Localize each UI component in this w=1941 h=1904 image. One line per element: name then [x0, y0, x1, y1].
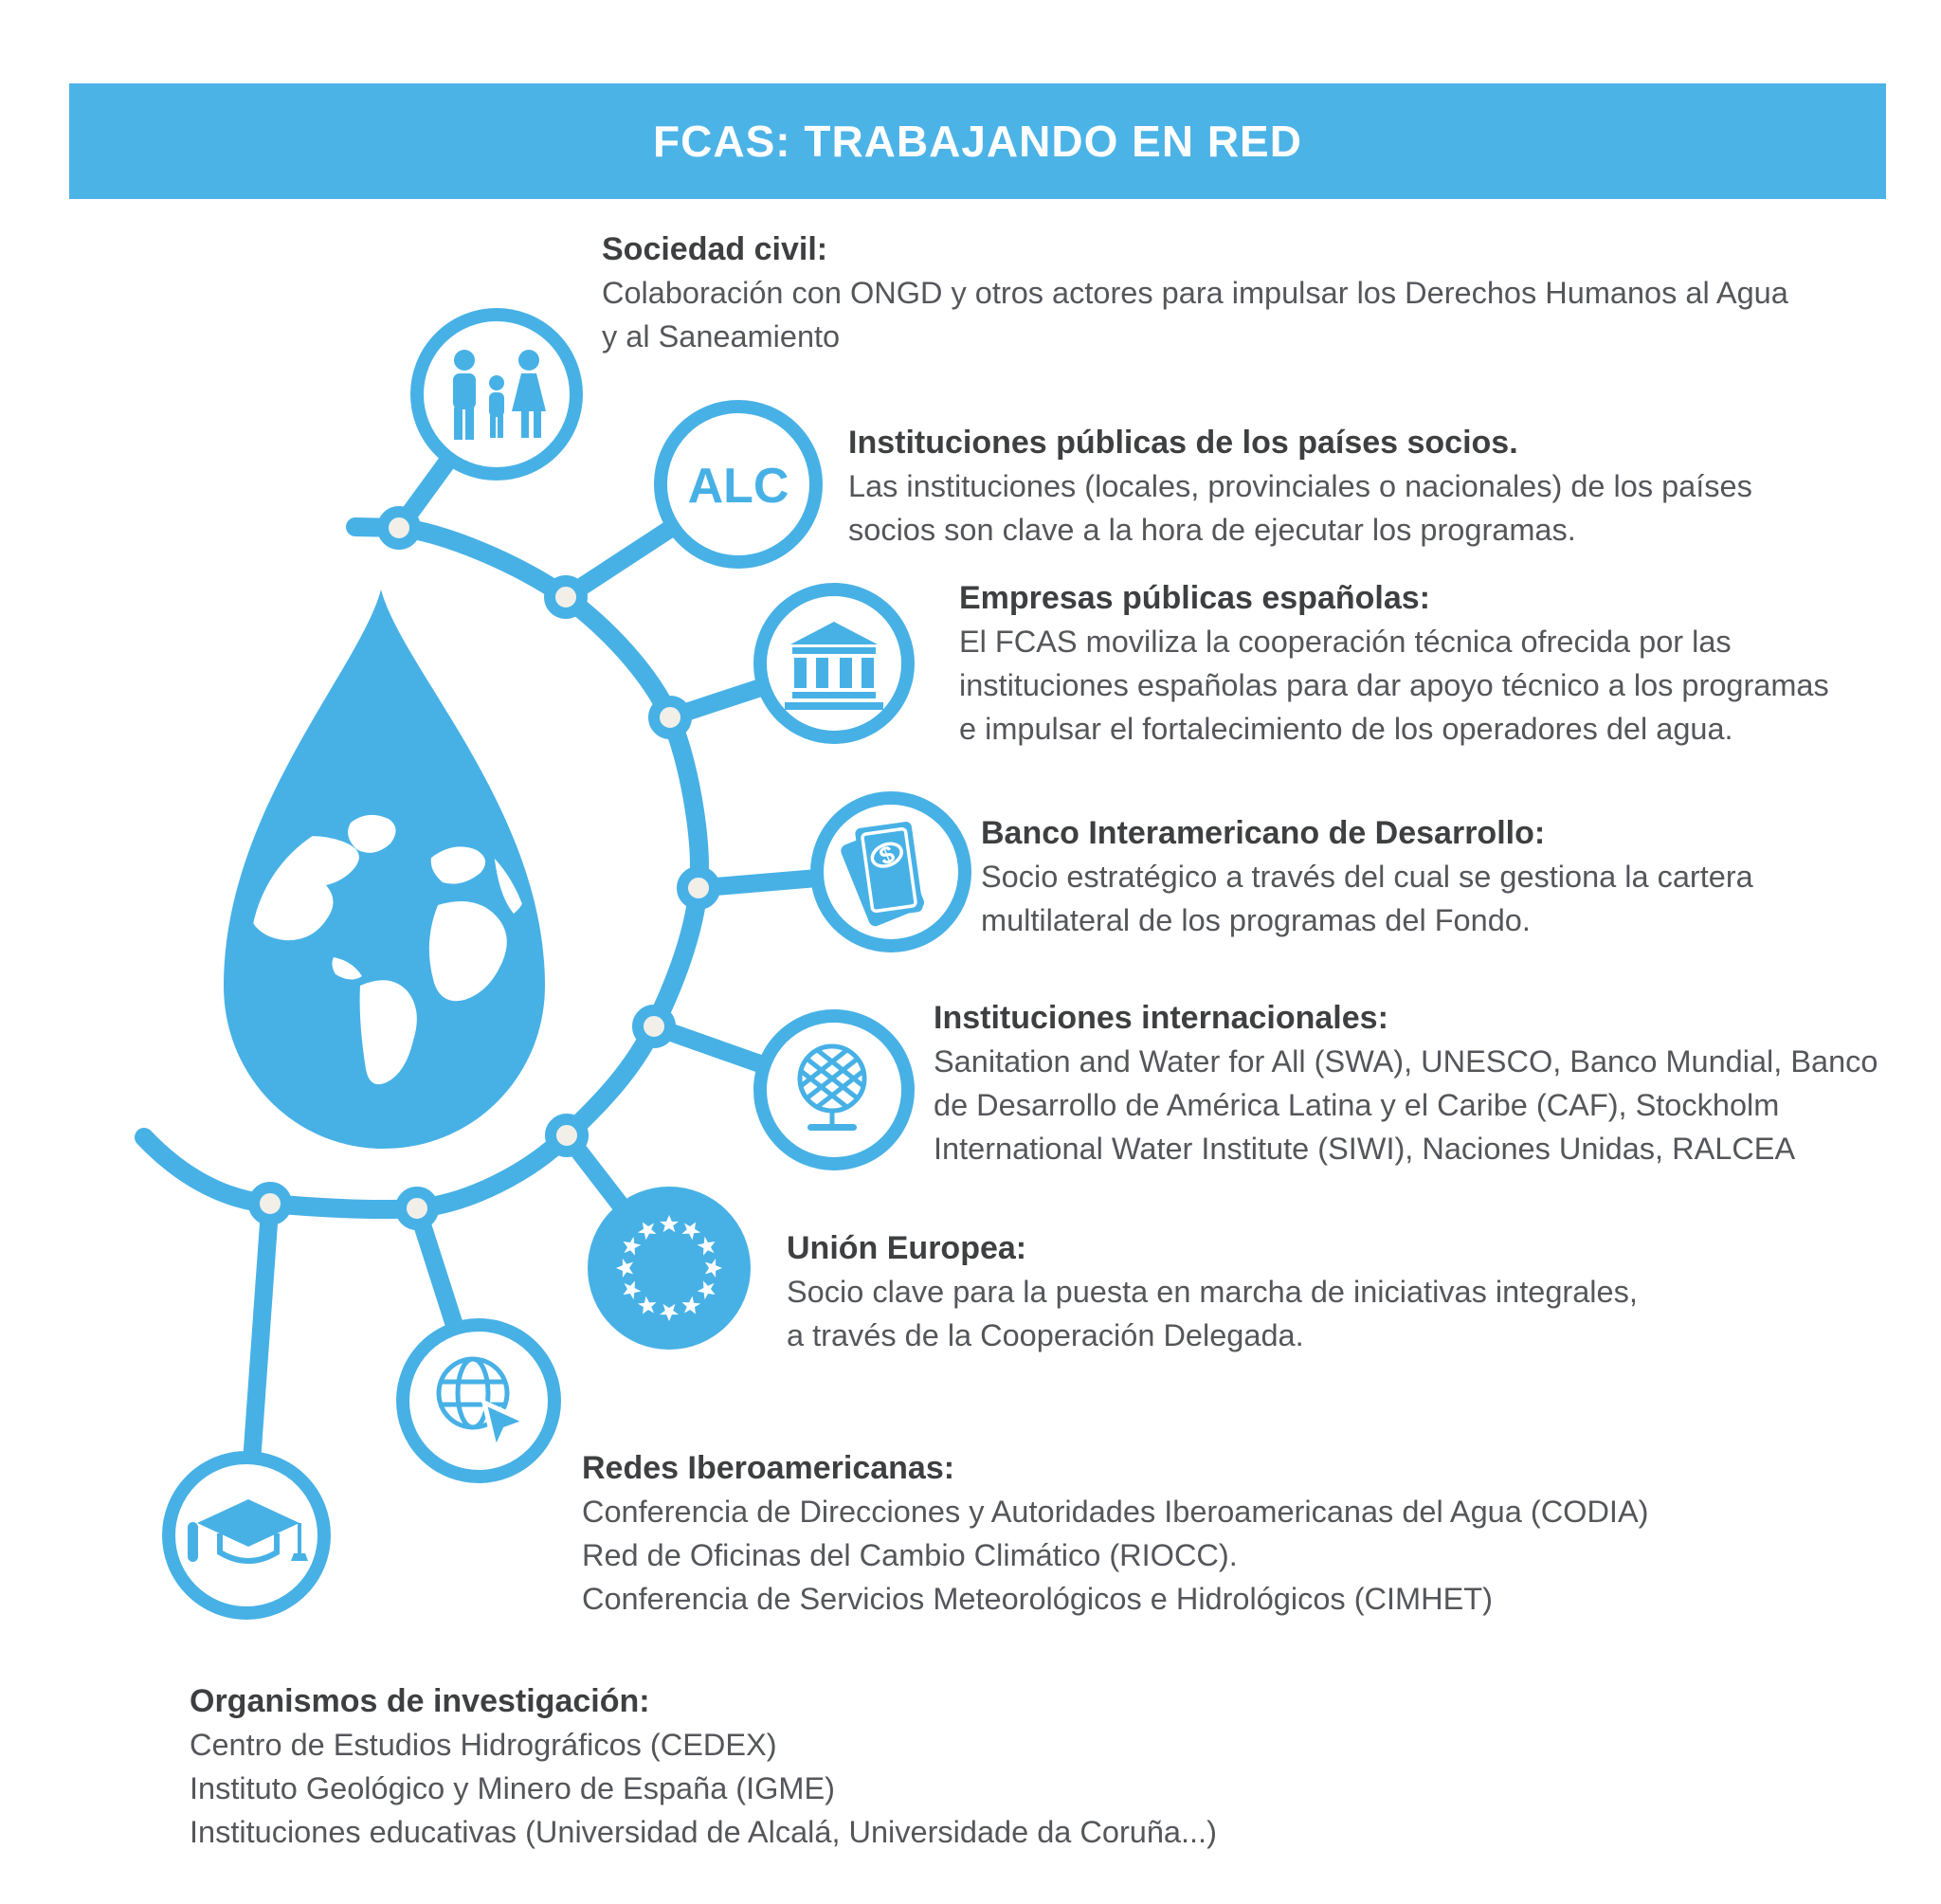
- alc-circle: [661, 407, 816, 562]
- section-line: a través de la Cooperación Delegada.: [787, 1318, 1304, 1352]
- section-line: Conferencia de Servicios Meteorológicos e Hidrológicos (CIMHET): [582, 1582, 1493, 1616]
- section-line: Instituciones educativas (Universidad de Alcalá, Universidade da Coruña...): [190, 1815, 1217, 1849]
- section-line: Socio clave para la puesta en marcha de iniciativas integrales,: [787, 1275, 1638, 1309]
- section-line: Red de Oficinas del Cambio Climático (RIOCC).: [582, 1538, 1238, 1572]
- page-title: FCAS: TRABAJANDO EN RED: [653, 117, 1302, 166]
- water-drop: [224, 589, 545, 1149]
- node-family: [383, 512, 415, 544]
- node-grad-cap: [254, 1188, 286, 1220]
- graduation-cap-icon: [169, 1458, 324, 1613]
- node-eu: [551, 1119, 583, 1151]
- section-line: Las instituciones (locales, provinciales o nacionales) de los países: [848, 469, 1752, 503]
- node-alc: [550, 581, 582, 613]
- alc-label: ALC: [687, 459, 789, 514]
- section-line: y al Saneamiento: [602, 319, 841, 354]
- section-heading: Instituciones públicas de los países socios.: [848, 425, 1518, 461]
- desk-globe-icon: [760, 1016, 908, 1164]
- section-heading: Empresas públicas españolas:: [959, 580, 1430, 616]
- section-line: Sanitation and Water for All (SWA), UNESCO, Banco Mundial, Banco: [934, 1044, 1878, 1079]
- section-organismos-investigacion: [190, 1679, 1217, 1854]
- section-heading: Redes Iberoamericanas:: [582, 1450, 955, 1486]
- section-heading: Sociedad civil:: [602, 231, 828, 267]
- section-line: Colaboración con ONGD y otros actores para impulsar los Derechos Humanos al Agua: [602, 276, 1788, 310]
- node-money: [682, 872, 715, 904]
- section-heading: Organismos de investigación:: [190, 1683, 650, 1719]
- family-icon: [417, 315, 576, 474]
- node-desk-globe: [638, 1010, 670, 1043]
- section-line: El FCAS moviliza la cooperación técnica ofrecida por las: [959, 625, 1732, 659]
- money-icon: [817, 798, 965, 946]
- section-line: de Desarrollo de América Latina y el Caribe (CAF), Stockholm: [934, 1088, 1780, 1122]
- section-union-europea: [787, 1226, 1638, 1357]
- bank-icon: [760, 589, 908, 737]
- web-globe-icon: [403, 1325, 554, 1477]
- section-line: e impulsar el fortalecimiento de los operadores del agua.: [959, 712, 1733, 746]
- node-web-globe: [401, 1192, 433, 1224]
- section-instituciones-internacionales: [934, 996, 1878, 1170]
- section-redes-iberoamericanas: [582, 1446, 1648, 1621]
- section-line: multilateral de los programas del Fondo.: [981, 903, 1531, 937]
- money-symbol: $: [875, 839, 899, 871]
- node-bank: [654, 701, 686, 734]
- eu-flag-icon: [588, 1187, 751, 1350]
- section-instituciones-publicas: [848, 421, 1752, 552]
- section-banco-interamericano: [981, 811, 1753, 942]
- section-heading: Unión Europea:: [787, 1230, 1027, 1266]
- section-heading: Banco Interamericano de Desarrollo:: [981, 815, 1546, 851]
- section-line: Centro de Estudios Hidrográficos (CEDEX): [190, 1728, 777, 1762]
- section-empresas-publicas: [959, 576, 1829, 751]
- section-line: socios son clave a la hora de ejecutar los programas.: [848, 513, 1576, 547]
- section-sociedad-civil: [602, 227, 1788, 358]
- section-line: Socio estratégico a través del cual se gestiona la cartera: [981, 860, 1753, 894]
- section-line: Conferencia de Direcciones y Autoridades Iberoamericanas del Agua (CODIA): [582, 1495, 1649, 1529]
- section-line: instituciones españolas para dar apoyo técnico a los programas: [959, 668, 1829, 702]
- section-line: Instituto Geológico y Minero de España (IGME): [190, 1771, 836, 1805]
- section-heading: Instituciones internacionales:: [934, 1000, 1388, 1036]
- section-line: International Water Institute (SIWI), Naciones Unidas, RALCEA: [934, 1132, 1796, 1166]
